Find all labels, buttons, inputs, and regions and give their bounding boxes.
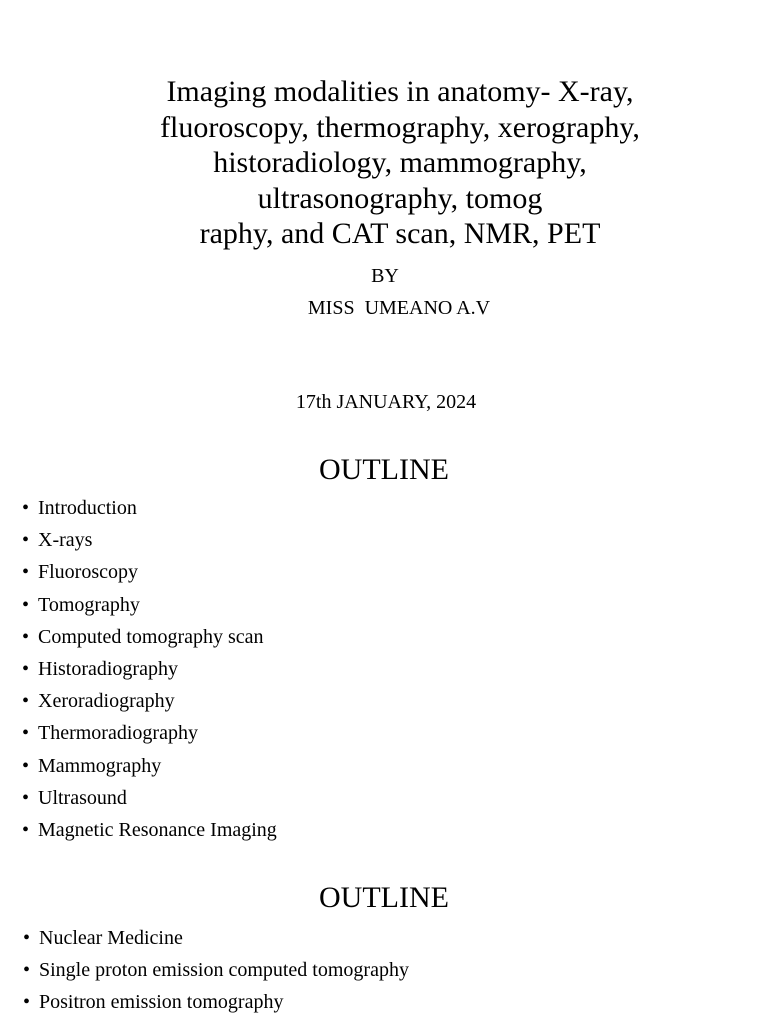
list-item	[22, 817, 277, 849]
list-item	[22, 720, 277, 752]
list-item	[23, 989, 409, 1021]
bullet-icon: •	[22, 593, 30, 616]
list-item	[22, 495, 277, 527]
title-line: Imaging modalities in anatomy- X-ray,	[166, 75, 634, 108]
bullet-icon: •	[22, 722, 30, 745]
bullet-icon: •	[22, 497, 30, 519]
outline-heading: OUTLINE	[319, 453, 449, 486]
title-line: raphy, and CAT scan, NMR, PET	[199, 217, 601, 250]
list-item-label: Xeroradiography	[38, 690, 175, 713]
list-item-label: Fluoroscopy	[38, 561, 138, 584]
list-item	[22, 753, 277, 785]
list-item	[22, 527, 277, 559]
list-item	[22, 656, 277, 688]
list-item-label: Computed tomography scan	[38, 625, 264, 648]
title-line: ultrasonography, tomog	[257, 181, 543, 215]
list-item-label: Mammography	[38, 754, 162, 777]
list-item-label: X-rays	[38, 529, 93, 552]
bullet-icon: •	[22, 786, 30, 809]
list-item	[23, 925, 409, 957]
outline-list	[22, 495, 277, 849]
list-item-label: Single proton emission computed tomography	[39, 959, 409, 982]
bullet-icon: •	[22, 818, 30, 841]
title-line: historadiology, mammography,	[213, 146, 587, 179]
list-item-label: Ultrasound	[38, 786, 127, 809]
author-name: MISS UMEANO A.V	[307, 297, 491, 319]
list-item	[22, 688, 277, 720]
bullet-icon: •	[23, 959, 31, 982]
bullet-icon: •	[22, 657, 30, 680]
list-item-label: Positron emission tomography	[39, 991, 284, 1014]
list-item	[22, 785, 277, 817]
list-item-label: Introduction	[38, 497, 137, 519]
list-item-label: Magnetic Resonance Imaging	[38, 818, 277, 841]
outline-list	[23, 925, 409, 1022]
outline-heading: OUTLINE	[319, 881, 449, 914]
list-item-label: Nuclear Medicine	[39, 927, 183, 949]
bullet-icon: •	[22, 561, 30, 584]
list-item	[22, 592, 277, 624]
bullet-icon: •	[22, 625, 30, 648]
presentation-date: 17th JANUARY, 2024	[295, 391, 477, 413]
bullet-icon: •	[22, 754, 30, 777]
bullet-icon: •	[23, 991, 31, 1014]
by-label: BY	[371, 265, 399, 287]
list-item	[22, 624, 277, 656]
list-item	[23, 957, 409, 989]
document-title	[100, 74, 700, 252]
list-item	[22, 559, 277, 591]
bullet-icon: •	[23, 927, 31, 949]
list-item-label: Tomography	[38, 593, 140, 616]
list-item-label: Thermoradiography	[38, 722, 198, 745]
list-item-label: Historadiography	[38, 657, 178, 680]
bullet-icon: •	[22, 690, 30, 713]
title-line: fluoroscopy, thermography, xerography,	[160, 110, 640, 144]
bullet-icon: •	[22, 529, 30, 552]
